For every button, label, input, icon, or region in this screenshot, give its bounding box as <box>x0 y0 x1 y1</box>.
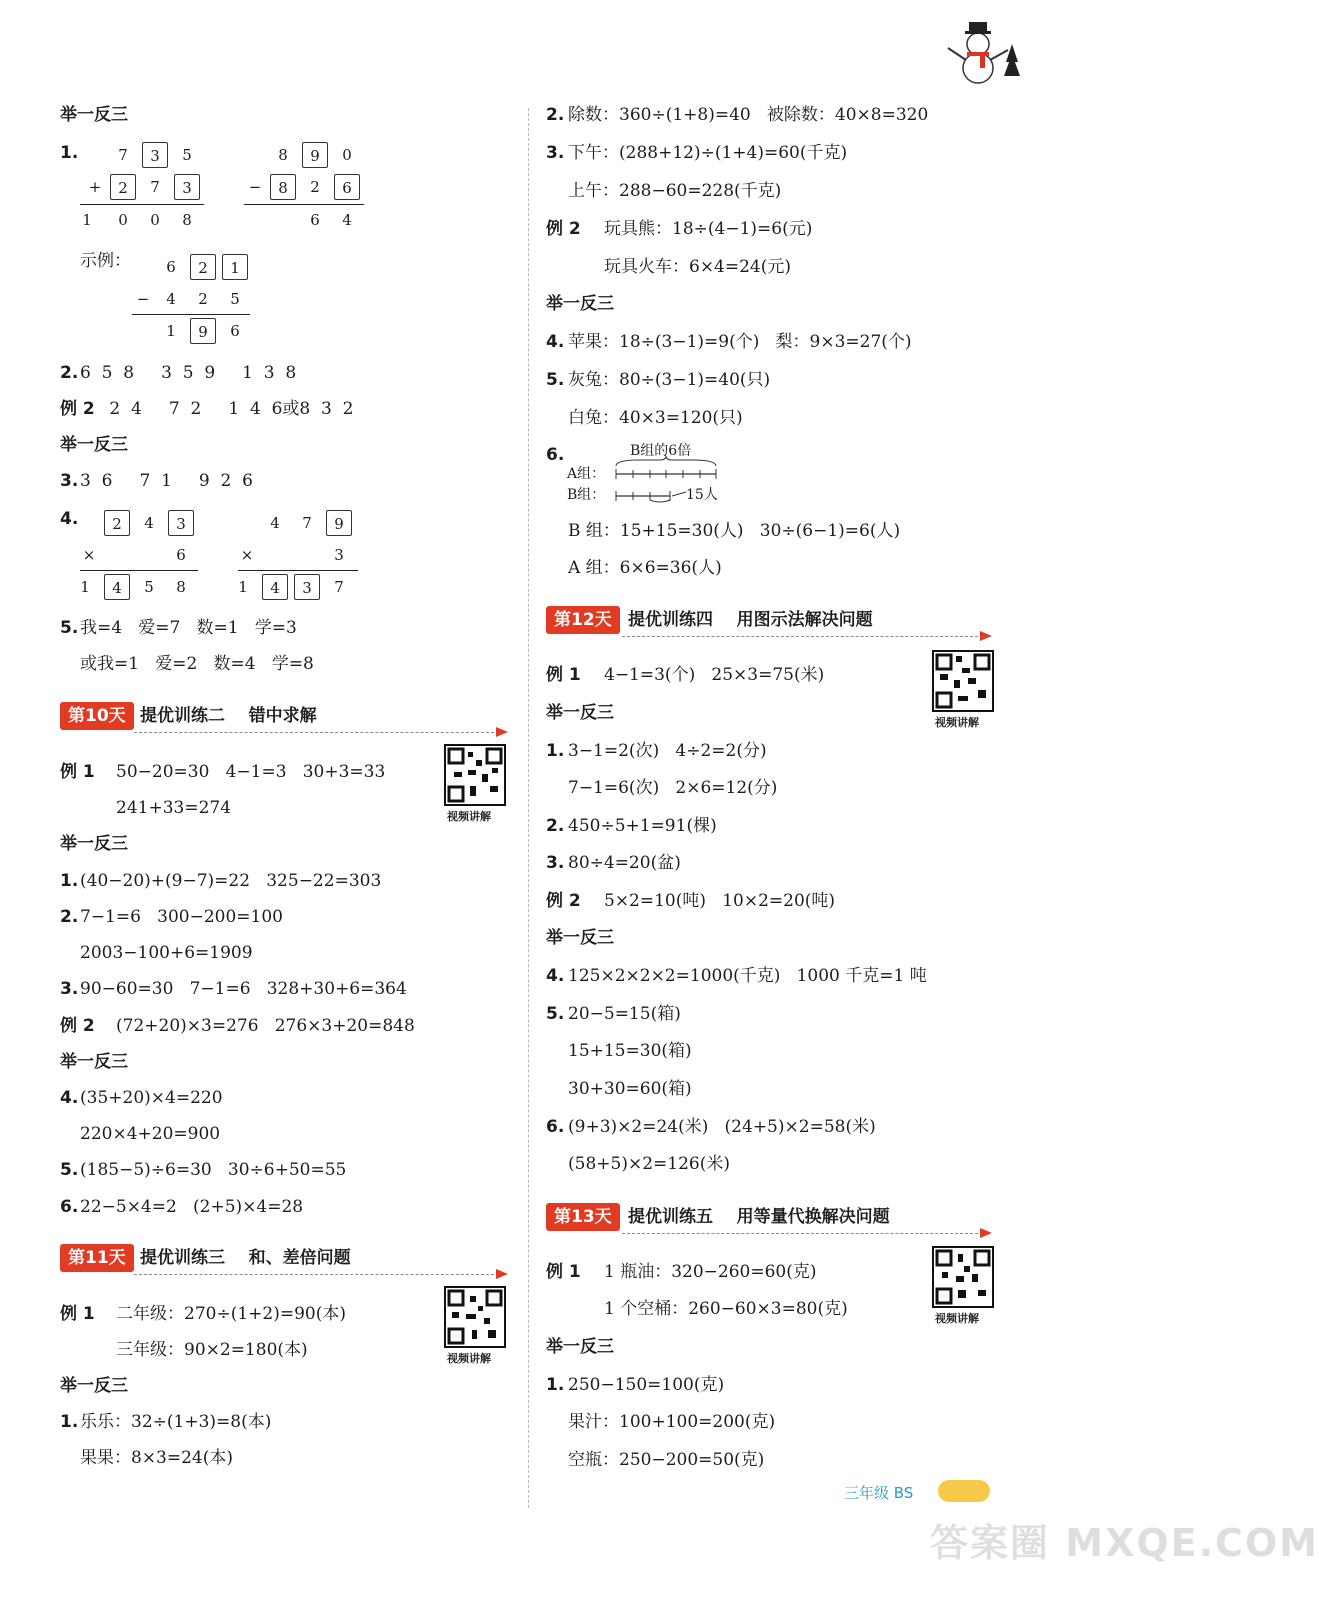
answer-text: 我=4 爱=7 数=1 学=3 <box>80 618 297 638</box>
question-number: 5. <box>60 618 79 638</box>
digit: 8 <box>278 146 288 164</box>
answer-box: 2 <box>104 510 130 536</box>
answer-text: 15+15=30(箱) <box>568 1041 692 1061</box>
example-label: 例 1 <box>546 665 581 685</box>
answer-text: 5×2=10(吨) 10×2=20(吨) <box>604 891 836 911</box>
digit: 6 <box>176 546 186 564</box>
answer-text: (35+20)×4=220 <box>80 1088 223 1108</box>
section-banner-day11 <box>60 1244 510 1274</box>
digit: 0 <box>342 146 352 164</box>
digit: 4 <box>144 514 154 532</box>
answer-text: 220×4+20=900 <box>80 1124 221 1144</box>
digit: 6 <box>166 258 176 276</box>
question-number: 2. <box>546 105 565 125</box>
answer-text: (185−5)÷6=30 30÷6+50=55 <box>80 1160 347 1180</box>
answer-box: 3 <box>142 142 168 168</box>
qr-code[interactable] <box>932 1246 994 1308</box>
digit: 7 <box>150 178 160 196</box>
digit: 7 <box>302 514 312 532</box>
answer-text: 玩具熊：18÷(4−1)=6(元) <box>604 219 813 239</box>
question-number: 6. <box>60 1197 79 1217</box>
question-number: 3. <box>546 853 565 873</box>
question-number: 1. <box>60 143 79 163</box>
answer-text: (72+20)×3=276 276×3+20=848 <box>116 1016 415 1036</box>
digit: 7 <box>118 146 128 164</box>
answer-box: 9 <box>302 142 328 168</box>
answer-text: 二年级：270÷(1+2)=90(本) <box>116 1304 346 1324</box>
answer-box: 2 <box>190 254 216 280</box>
example-label: 例 1 <box>60 762 95 782</box>
question-number: 6. <box>546 1117 565 1137</box>
answer-text: 乐乐：32÷(1+3)=8(本) <box>80 1412 272 1432</box>
section-heading: 举一反三 <box>60 105 128 125</box>
watermark: 答案圈 MXQE.COM <box>930 1521 1319 1565</box>
answer-text: 90−60=30 7−1=6 328+30+6=364 <box>80 979 407 999</box>
digit: 4 <box>166 290 176 308</box>
column-divider <box>528 108 529 1508</box>
qr-caption: 视频讲解 <box>935 1312 979 1325</box>
day-tag: 第10天 <box>60 702 134 730</box>
day-tag: 第11天 <box>60 1244 134 1272</box>
diagram-label: A组： <box>567 466 606 482</box>
question-number: 4. <box>546 966 565 986</box>
digit: 5 <box>144 578 154 596</box>
example-label: 例 1 <box>60 1304 95 1324</box>
question-number: 5. <box>546 1004 565 1024</box>
answer-text: 玩具火车：6×4=24(元) <box>604 257 792 277</box>
operator: × <box>82 546 96 564</box>
answer-box: 9 <box>190 318 216 344</box>
digit: 3 <box>334 546 344 564</box>
answer-text: A 组：6×6=36(人) <box>568 558 722 578</box>
answer-text: (9+3)×2=24(米) (24+5)×2=58(米) <box>568 1117 876 1137</box>
answer-text: 20−5=15(箱) <box>568 1004 681 1024</box>
question-number: 5. <box>546 370 565 390</box>
answer-text: 30+30=60(箱) <box>568 1079 692 1099</box>
diagram-label: 15人 <box>686 487 718 503</box>
answer-text: 三年级：90×2=180(本) <box>116 1340 308 1360</box>
section-heading: 举一反三 <box>60 435 128 455</box>
digit: 1 <box>238 578 248 596</box>
digit: 7 <box>334 578 344 596</box>
question-number: 2. <box>546 816 565 836</box>
question-number: 1. <box>546 741 565 761</box>
section-heading: 举一反三 <box>546 294 614 314</box>
qr-caption: 视频讲解 <box>935 716 979 729</box>
digit: 6 <box>230 322 240 340</box>
section-heading: 举一反三 <box>546 1337 614 1357</box>
answer-box: 4 <box>262 574 288 600</box>
answer-text: 125×2×2×2=1000(千克) 1000 千克=1 吨 <box>568 966 927 986</box>
digit: 0 <box>150 211 160 229</box>
example-label: 例 2 <box>60 399 95 419</box>
answer-text: 空瓶：250−200=50(克) <box>568 1450 765 1470</box>
digit: 5 <box>230 290 240 308</box>
operator: − <box>136 290 150 308</box>
digit: 6 <box>310 211 320 229</box>
answer-text: 6 5 8 3 5 9 1 3 8 <box>80 363 297 383</box>
answer-text: 白兔：40×3=120(只) <box>568 408 743 428</box>
banner-title: 提优训练四 用图示法解决问题 <box>628 610 873 630</box>
answer-text: 22−5×4=2 (2+5)×4=28 <box>80 1197 304 1217</box>
answer-text: (58+5)×2=126(米) <box>568 1154 730 1174</box>
question-number: 4. <box>60 509 79 529</box>
diagram-label: B组： <box>567 487 606 503</box>
example-label: 例 2 <box>60 1016 95 1036</box>
digit: 8 <box>182 211 192 229</box>
example-label: 例 2 <box>546 891 581 911</box>
answer-box: 8 <box>270 174 296 200</box>
question-number: 2. <box>60 363 79 383</box>
question-number: 3. <box>60 471 79 491</box>
answer-text: 50−20=30 4−1=3 30+3=33 <box>116 762 386 782</box>
answer-text: (40−20)+(9−7)=22 325−22=303 <box>80 871 382 891</box>
answer-text: 1 瓶油：320−260=60(克) <box>604 1262 817 1282</box>
answer-box: 3 <box>174 174 200 200</box>
answer-box: 1 <box>222 254 248 280</box>
answer-text: 4−1=3(个) 25×3=75(米) <box>604 665 825 685</box>
footer-grade: 三年级 BS <box>844 1484 914 1502</box>
question-number: 2. <box>60 907 79 927</box>
answer-box: 6 <box>334 174 360 200</box>
answer-text: 80÷4=20(盆) <box>568 853 681 873</box>
answer-text: 除数：360÷(1+8)=40 被除数：40×8=320 <box>568 105 929 125</box>
question-number: 1. <box>546 1375 565 1395</box>
answer-text: 2003−100+6=1909 <box>80 943 253 963</box>
banner-title: 提优训练二 错中求解 <box>140 706 317 726</box>
snowman-icon <box>940 14 1024 88</box>
question-number: 5. <box>60 1160 79 1180</box>
digit: 0 <box>118 211 128 229</box>
section-banner-day13 <box>546 1203 996 1233</box>
banner-title: 提优训练三 和、差倍问题 <box>140 1248 351 1268</box>
answer-text: 果果：8×3=24(本) <box>80 1448 234 1468</box>
qr-caption: 视频讲解 <box>447 810 491 823</box>
digit: 2 <box>198 290 208 308</box>
qr-code[interactable] <box>444 1286 506 1348</box>
answer-text: 3 6 7 1 9 2 6 <box>80 471 253 491</box>
question-number: 3. <box>546 143 565 163</box>
section-heading: 举一反三 <box>60 1376 128 1396</box>
digit: 8 <box>176 578 186 596</box>
section-heading: 举一反三 <box>546 703 614 723</box>
answer-box: 9 <box>326 510 352 536</box>
answer-text: 灰兔：80÷(3−1)=40(只) <box>568 370 771 390</box>
answer-text: 苹果：18÷(3−1)=9(个) 梨：9×3=27(个) <box>568 332 912 352</box>
digit: 5 <box>182 146 192 164</box>
digit: 4 <box>270 514 280 532</box>
section-heading: 举一反三 <box>546 928 614 948</box>
example-label: 例 2 <box>546 219 581 239</box>
qr-code[interactable] <box>444 744 506 806</box>
digit: 4 <box>342 211 352 229</box>
question-number: 3. <box>60 979 79 999</box>
question-number: 4. <box>60 1088 79 1108</box>
question-number: 4. <box>546 332 565 352</box>
answer-box: 3 <box>294 574 320 600</box>
answer-text: 1 个空桶：260−60×3=80(克) <box>604 1299 848 1319</box>
banner-title: 提优训练五 用等量代换解决问题 <box>628 1207 890 1227</box>
answer-text: 2 4 7 2 1 4 6或8 3 2 <box>104 399 354 419</box>
question-number: 1. <box>60 1412 79 1432</box>
digit: 1 <box>80 578 90 596</box>
page-number-pill <box>938 1480 990 1502</box>
answer-text: 7−1=6 300−200=100 <box>80 907 283 927</box>
question-number: 1. <box>60 871 79 891</box>
digit: 2 <box>310 178 320 196</box>
answer-text: 或我=1 爱=2 数=4 学=8 <box>80 654 314 674</box>
question-number: 6. <box>546 445 565 465</box>
diagram-label: B组的6倍 <box>630 443 692 459</box>
section-heading: 举一反三 <box>60 834 128 854</box>
day-tag: 第12天 <box>546 606 620 634</box>
example-label: 示例： <box>80 251 131 271</box>
answer-box: 3 <box>168 510 194 536</box>
answer-text: 241+33=274 <box>116 798 232 818</box>
answer-text: 450÷5+1=91(棵) <box>568 816 717 836</box>
qr-code[interactable] <box>932 650 994 712</box>
answer-text: 下午：(288+12)÷(1+4)=60(千克) <box>568 143 848 163</box>
digit: 1 <box>166 322 176 340</box>
answer-text: 上午：288−60=228(千克) <box>568 181 782 201</box>
answer-text: 7−1=6(次) 2×6=12(分) <box>568 778 778 798</box>
operator: − <box>248 178 262 196</box>
answer-text: 果汁：100+100=200(克) <box>568 1412 776 1432</box>
operator: + <box>88 178 102 196</box>
answer-text: 3−1=2(次) 4÷2=2(分) <box>568 741 767 761</box>
section-banner-day10 <box>60 702 510 732</box>
digit: 1 <box>82 211 92 229</box>
operator: × <box>240 546 254 564</box>
section-banner-day12 <box>546 606 996 636</box>
day-tag: 第13天 <box>546 1203 620 1231</box>
example-label: 例 1 <box>546 1262 581 1282</box>
answer-text: B 组：15+15=30(人) 30÷(6−1)=6(人) <box>568 521 901 541</box>
qr-caption: 视频讲解 <box>447 1352 491 1365</box>
section-heading: 举一反三 <box>60 1052 128 1072</box>
answer-box: 4 <box>104 574 130 600</box>
answer-box: 2 <box>110 174 136 200</box>
answer-text: 250−150=100(克) <box>568 1375 725 1395</box>
